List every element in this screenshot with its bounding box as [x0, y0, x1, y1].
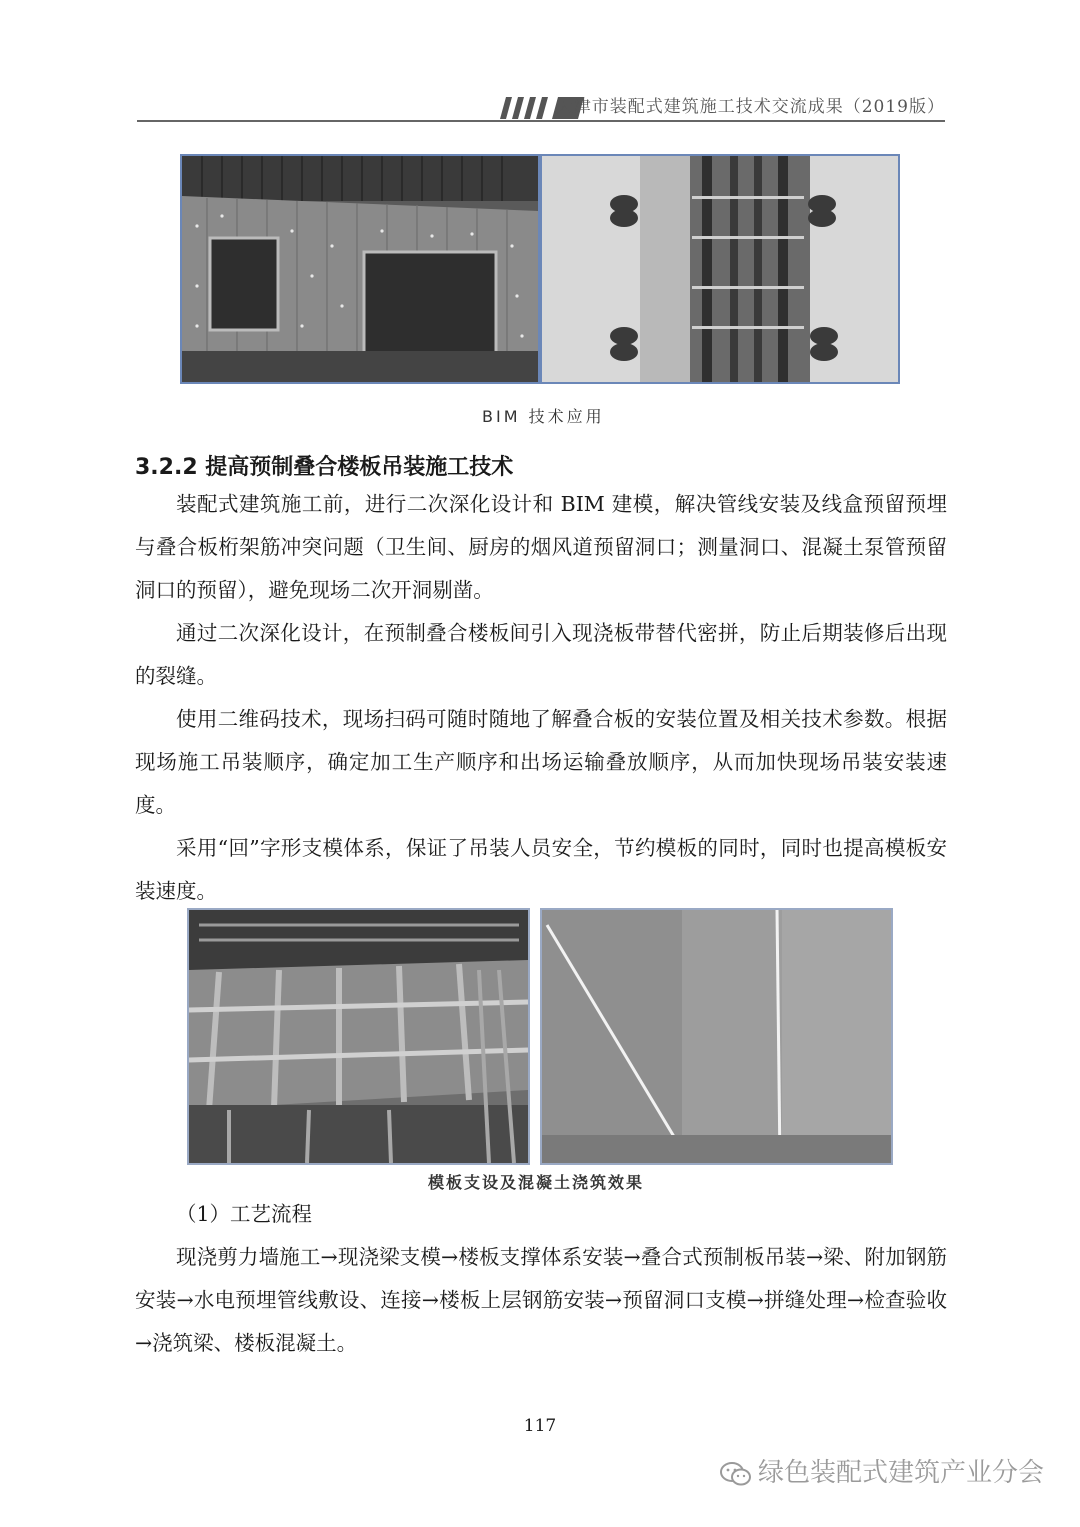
process-flow-text: 现浇剪力墙施工→现浇梁支模→楼板支撑体系安装→叠合式预制板吊装→梁、附加钢筋安装→水电预埋管线敷设、连接→楼板上层钢筋安装→预留洞口支模→拼缝处理→检查验收→浇筑梁、楼板混凝土。	[135, 1245, 947, 1355]
header-rule	[137, 120, 945, 122]
paragraph-3: 使用二维码技术，现场扫码可随时随地了解叠合板的安装位置及相关技术参数。根据现场施工吊装顺序，确定加工生产顺序和出场运输叠放顺序，从而加快现场吊装安装速度。	[135, 707, 947, 817]
page-number: 117	[523, 1416, 557, 1436]
wechat-icon	[720, 1461, 752, 1487]
bim-wall-render	[180, 154, 540, 384]
bim-figure-caption: BIM 技术应用	[482, 407, 605, 426]
formwork-figure-caption: 模板支设及混凝土浇筑效果	[428, 1173, 645, 1192]
formwork-support-photo	[187, 908, 530, 1165]
concrete-slab-photo	[540, 908, 893, 1165]
process-sub-heading: （1）工艺流程	[176, 1202, 313, 1226]
paragraph-2: 通过二次深化设计，在预制叠合楼板间引入现浇板带替代密拼，防止后期装修后出现的裂缝。	[135, 621, 947, 688]
page-header	[137, 95, 945, 125]
paragraph-1: 装配式建筑施工前，进行二次深化设计和 BIM 建模，解决管线安装及线盒预留预埋与叠合板桁架筋冲突问题（卫生间、厨房的烟风道预留洞口；测量洞口、混凝土泵管预留洞口的预留），避免现场二次开洞剔凿。	[135, 492, 947, 602]
paragraph-4: 采用“回”字形支模体系，保证了吊装人员安全，节约模板的同时，同时也提高模板安装速度。	[135, 836, 947, 903]
watermark-text: 绿色装配式建筑产业分会	[758, 1458, 1045, 1488]
header-title: 天津市装配式建筑施工技术交流成果（2019版）	[555, 97, 945, 117]
section-heading: 3.2.2 提高预制叠合楼板吊装施工技术	[135, 455, 514, 480]
watermark	[720, 1452, 1044, 1489]
bim-column-render	[540, 154, 900, 384]
